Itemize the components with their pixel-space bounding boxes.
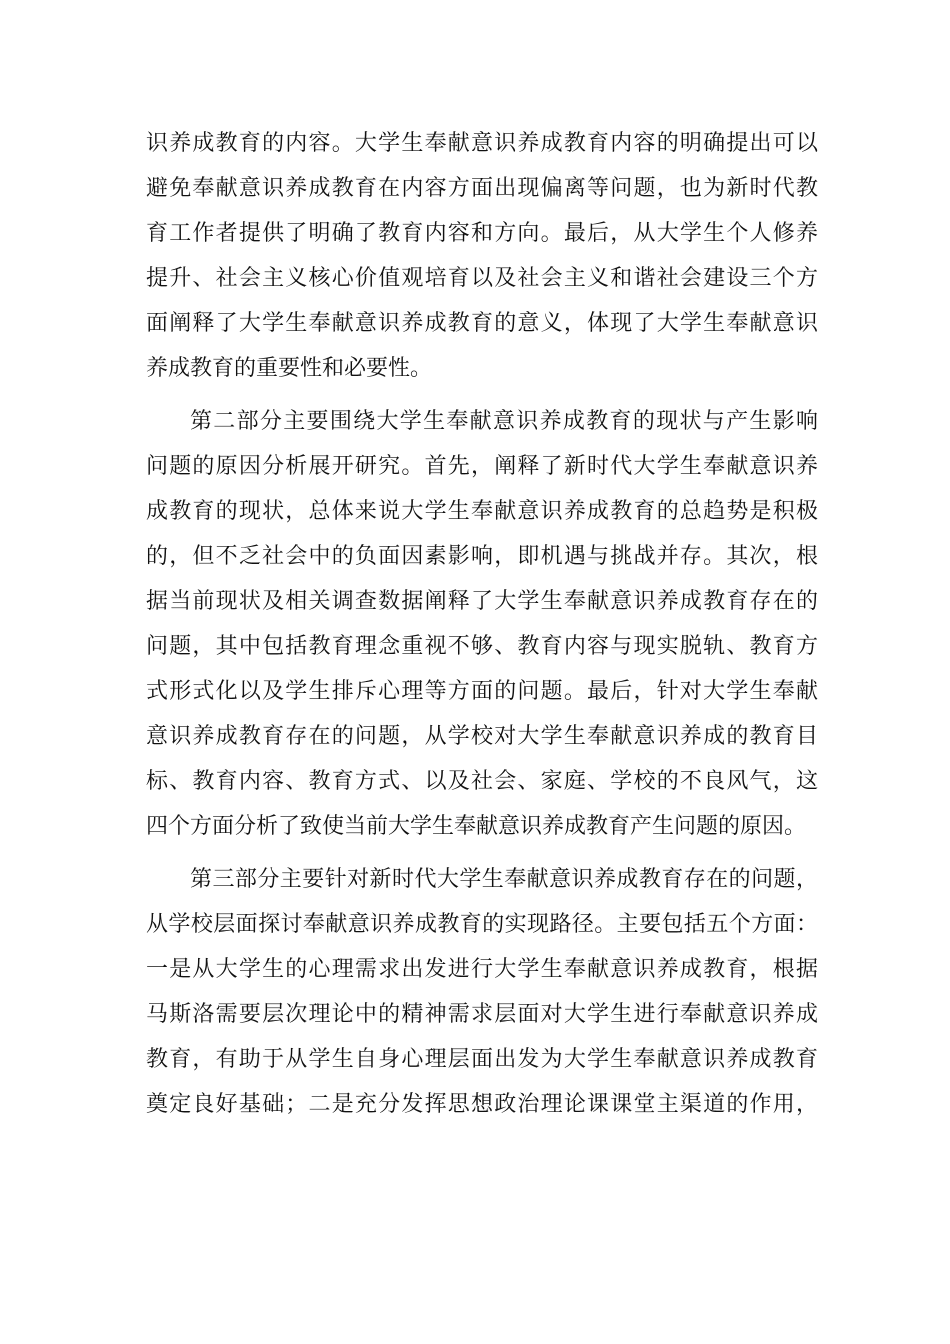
text-line: 养成教育的重要性和必要性。 <box>146 356 433 381</box>
text-line: 式形式化以及学生排斥心理等方面的问题。最后，针对大学生奉献 <box>146 679 818 704</box>
paragraph-2 <box>146 399 818 849</box>
text-line: 四个方面分析了致使当前大学生奉献意识养成教育产生问题的原因。 <box>146 814 807 839</box>
paragraph-gap <box>146 391 818 399</box>
body-text <box>146 121 818 1127</box>
text-line: 马斯洛需要层次理论中的精神需求层面对大学生进行奉献意识养成 <box>146 1002 818 1027</box>
text-line: 避免奉献意识养成教育在内容方面出现偏离等问题，也为新时代教 <box>146 176 818 201</box>
text-line: 成教育的现状，总体来说大学生奉献意识养成教育的总趋势是积极 <box>146 499 818 524</box>
text-line: 提升、社会主义核心价值观培育以及社会主义和谐社会建设三个方 <box>146 266 818 291</box>
paragraph-3 <box>146 857 818 1127</box>
text-line: 识养成教育的内容。大学生奉献意识养成教育内容的明确提出可以 <box>146 131 818 156</box>
paragraph-gap <box>146 849 818 857</box>
text-line: 从学校层面探讨奉献意识养成教育的实现路径。主要包括五个方面： <box>146 912 818 937</box>
text-line: 第三部分主要针对新时代大学生奉献意识养成教育存在的问题， <box>190 867 818 892</box>
paragraph-1 <box>146 121 818 391</box>
text-line: 一是从大学生的心理需求出发进行大学生奉献意识养成教育，根据 <box>146 957 818 982</box>
text-line: 问题的原因分析展开研究。首先，阐释了新时代大学生奉献意识养 <box>146 454 818 479</box>
text-line: 标、教育内容、教育方式、以及社会、家庭、学校的不良风气，这 <box>146 769 818 794</box>
text-line: 第二部分主要围绕大学生奉献意识养成教育的现状与产生影响 <box>190 409 818 434</box>
text-line: 奠定良好基础；二是充分发挥思想政治理论课课堂主渠道的作用， <box>146 1092 818 1117</box>
text-line: 据当前现状及相关调查数据阐释了大学生奉献意识养成教育存在的 <box>146 589 818 614</box>
text-line: 教育，有助于从学生自身心理层面出发为大学生奉献意识养成教育 <box>146 1047 818 1072</box>
text-line: 育工作者提供了明确了教育内容和方向。最后，从大学生个人修养 <box>146 221 818 246</box>
text-line: 意识养成教育存在的问题，从学校对大学生奉献意识养成的教育目 <box>146 724 818 749</box>
text-line: 问题，其中包括教育理念重视不够、教育内容与现实脱轨、教育方 <box>146 634 818 659</box>
text-line: 面阐释了大学生奉献意识养成教育的意义，体现了大学生奉献意识 <box>146 311 818 336</box>
text-line: 的，但不乏社会中的负面因素影响，即机遇与挑战并存。其次，根 <box>146 544 818 569</box>
